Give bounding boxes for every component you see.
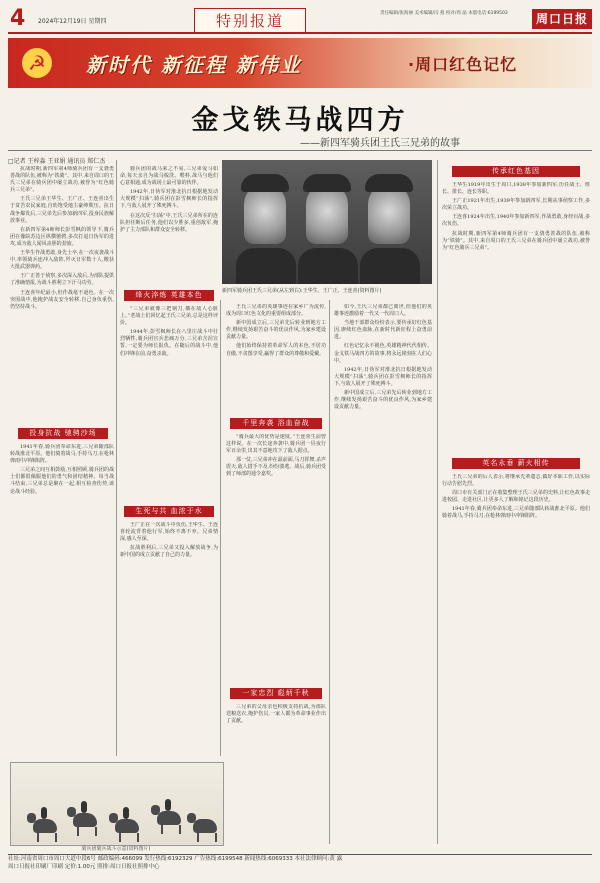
photo-figure-left [236,248,296,284]
paragraph: “骑兵最大的优势是速度。”王连喜生前曾这样说。在一次长途奔袭中,骑兵团一昼夜行军百余里,出其不意地攻下了敌人据点。 [226,434,326,455]
banner-slogan: 新时代 新征程 新伟业 [86,53,302,77]
rider-figure [81,801,87,813]
paragraph: 王广正在一次战斗中负伤,王华生、王连喜轮流背着他行军,始终不离不弃。兄弟情深,感人至深。 [120,522,218,543]
paragraph: 他们始终保持着革命军人的本色,不居功自傲,不贪图享受,赢得了群众的尊敬和爱戴。 [226,343,326,357]
three-brothers-photo [222,160,432,284]
photo-face-right [368,184,410,244]
subheading-7: 英名永垂 薪火相传 [452,458,580,469]
column-divider [220,300,221,756]
photo-cap-middle [303,174,351,192]
subheading-4: 千里奔袭 浴血奋战 [230,418,322,429]
article-byline: □记者 王梓淼 王亚娟 通讯员 郑仁杰 [8,158,106,165]
photo-figure-middle [298,248,358,284]
subheading-6: 传承红色基因 [452,166,580,177]
page-number: 4 [10,6,26,31]
rider-figure [41,807,47,819]
subheading-3: 生死与共 血浓于水 [124,506,214,517]
paragraph: 1942年,日伪军对淮北抗日根据地发动大规模“扫荡”,骑兵团在彭雪枫师长的指挥下,与敌人展开了殊死搏斗。 [120,189,218,210]
subheading-2: 烽火淬炼 英雄本色 [124,290,214,301]
paragraph: 1941年春,骑兵团奉命东进,三兄弟随部队转战淮北平原。他们骑着战马,手持马刀,在枪林弹雨中冲锋陷阵。 [442,506,590,520]
rider-figure [165,799,171,811]
paragraph: “三兄弟就像三把钢刀,插在敌人心脏上。”老战士们回忆起王氏三兄弟,总是这样评价。 [120,306,218,327]
subheading-5: 一家忠烈 彪炳千秋 [230,688,322,699]
paragraph: 1942年,日伪军对淮北抗日根据地发动大规模“扫荡”,骑兵团在彭雪枫师长的指挥下,与敌人展开了殊死搏斗。 [334,366,432,387]
banner-column-name: ·周口红色记忆 [408,55,518,74]
horse-figure [33,819,57,833]
column-divider [437,160,438,844]
photo-face-left [244,184,286,244]
paragraph: 王连喜1924年出生,1940年参加新四军,作战勇敢,身经百战,多次负伤。 [442,214,590,228]
section-title: 特别报道 [194,8,306,34]
text-column-2c [120,522,218,756]
horse-figure [115,819,139,833]
subheading-1: 投身抗战 驰骋沙场 [18,428,108,439]
paragraph: 三兄弟之间互相鼓励,互相照顾,骑兵团的战士们都很佩服他们的勇气和团结精神。每当战斗结束,三兄弟总是聚在一起,相互检查伤势,谈论战斗经验。 [10,467,114,495]
text-column-3 [226,304,326,414]
paragraph: 新中国成立后,三兄弟先后转业到地方工作,继续发扬艰苦奋斗的优良作风,为家乡建设贡献力量。 [226,320,326,341]
photo-figure-right [360,248,420,284]
article-subhead: ——新四军骑兵团王氏三兄弟的故事 [300,138,460,149]
paragraph: 抗战胜利后,三兄弟又投入解放战争,为新中国的成立贡献了自己的力量。 [120,545,218,559]
paper-logo: 周口日报 [532,9,592,29]
photo-cap-right [365,174,413,192]
paragraph: 红色记忆永不褪色,英雄精神代代相传。金戈铁马战四方的故事,将永远铭刻在人们心中。 [334,343,432,364]
text-column-4 [442,182,590,452]
photo-cap-left [241,174,289,192]
paragraph: 新中国成立后,三兄弟先后转业到地方工作,继续发扬艰苦奋斗的优良作风,为家乡建设贡献力量。 [334,390,432,411]
editor-credits: 责任编辑/张海丽 美术编辑/闫 燕 校对/周 晶 本版电话:6199503 [380,11,508,16]
paragraph: 王广正善于侦察,多次深入敌后,为部队提供了准确情报,为战斗胜利立下汗马功劳。 [10,273,114,287]
paragraph: 周口市有关部门正在收集整理王氏三兄弟的史料,让红色故事走进校园、走进社区,让更多人了解和铭记这段历史。 [442,490,590,504]
paragraph: 如今,王氏三兄弟都已离世,但他们的英雄事迹激励着一代又一代周口人。 [334,304,432,318]
page-footer [8,854,592,879]
sketch-caption: 骑兵团骑兵战斗示意(资料图片) [81,846,151,852]
article-headline: 金戈铁马战四方 [191,105,409,136]
party-emblem-icon: ☭ [22,48,52,78]
footer-line-2: 周口日报社印刷厂印刷 定价:1.00元 照排:周口日报社照排中心 [8,864,160,870]
footer-line-1: 社址:河南省周口市周口大道中段6号 邮政编码:466099 发行热线:6192329 广告热线:6199548 新闻热线:6069333 本社法律顾问:黄 露 [8,856,343,862]
paragraph: 王氏三兄弟的后人表示,将继承先辈遗志,做好本职工作,以实际行动告慰先烈。 [442,474,590,488]
photo-face-middle [306,184,348,244]
paragraph: 三兄弟的父母亲也积极支持抗战,为部队送粮送衣,掩护伤员,一家人都为革命事业作出了贡献。 [226,704,326,725]
paragraph: 那一仗,三兄弟冲在最前面,马刀挥舞,杀声震天,敌人措手不及,纷纷溃逃。战后,骑兵团受到了师部的通令嘉奖。 [226,457,326,478]
paragraph: 抗战时期,新四军第4师骑兵团有一支骁勇善战的队伍,被称为“铁骑”。其中,来自周口的王氏三兄弟在骑兵团中屡立战功,被誉为“红色骑兵三兄弟”。 [10,166,114,194]
paragraph: 在新四军第4师师长彭雪枫的领导下,骑兵团在豫皖苏边区纵横驰骋,多次打退日伪军的进攻,成为敌人闻风丧胆的劲旅。 [10,226,114,247]
horse-figure [193,819,217,833]
text-column-4b [442,474,590,844]
paragraph: 1944年,彭雪枫师长在八里庄战斗中壮烈牺牲,骑兵团官兵悲痛万分,三兄弟含泪宣誓,一定要为师长报仇。在随后的战斗中,他们冲锋在前,奋勇杀敌。 [120,329,218,357]
paragraph: 王广正1921年出生,1939年参加新四军,长期从事侦察工作,多次荣立战功。 [442,198,590,212]
paragraph: 当地干部群众纷纷表示,要传承好红色基因,赓续红色血脉,在新时代新征程上奋勇前进。 [334,320,432,341]
horse-figure [157,811,181,825]
paragraph: 1941年春,骑兵团奉命东进,三兄弟随部队转战淮北平原。他们骑着战马,手持马刀,在枪林弹雨中冲锋陷阵。 [10,444,114,465]
paragraph: 王氏三兄弟的英雄事迹在家乡广为流传,成为周口红色文化的重要组成部分。 [226,304,326,318]
cavalry-sketch-illustration [10,762,224,846]
horse-figure [73,813,97,827]
paragraph: 在这次反“扫荡”中,王氏三兄弟所在的连队担任断后任务,他们以少胜多,重创敌军,掩护了主力部队和群众安全转移。 [120,212,218,233]
text-column-1b [10,444,114,756]
paragraph: 骑兵团的战马来之不易,三兄弟爱马如命,每天亲自为战马梳洗、喂料,战马与他们心意相通,成为战场上最可靠的伙伴。 [120,166,218,187]
text-column-3c [226,704,326,844]
paragraph: 抗战时期,新四军第4师骑兵团有一支骁勇善战的队伍,被称为“铁骑”。其中,来自周口的王氏三兄弟在骑兵团中屡立战功,被誉为“红色骑兵三兄弟”。 [442,230,590,251]
issue-date: 2024年12月19日 星期四 [38,18,107,25]
text-column-1 [10,166,114,424]
masthead-rule [8,32,592,34]
headline-rule [8,150,592,151]
text-column-2b [120,306,218,502]
paragraph: 王华生作战勇敢,身先士卒,在一次夜袭战斗中,率领骑兵连冲入敌阵,歼灭日军数十人,缴获大批武器弹药。 [10,250,114,271]
photo-caption: 新四军骑兵团王氏三兄弟(从左到右):王华生、王广正、王连喜(资料图片) [222,288,382,294]
column-divider [329,300,330,844]
text-column-2 [120,166,218,286]
text-column-3d [334,304,432,844]
column-divider [116,160,117,756]
text-column-3b [226,434,326,684]
theme-banner [8,38,592,88]
rider-figure [123,807,129,819]
paragraph: 王华生1919年出生于周口,1938年参加新四军,历任战士、班长、排长、连长等职。 [442,182,590,196]
masthead [8,6,592,40]
paragraph: 王氏三兄弟王华生、王广正、王连喜出生于贫苦农民家庭,自幼饱受地主豪绅欺压。抗日战争爆发后,三兄弟先后参加新四军,投身民族解放事业。 [10,196,114,224]
paragraph: 王连喜年纪最小,但作战毫不逊色。在一次突围战中,他掩护战友安全转移,自己身负重伤,仍坚持战斗。 [10,289,114,310]
